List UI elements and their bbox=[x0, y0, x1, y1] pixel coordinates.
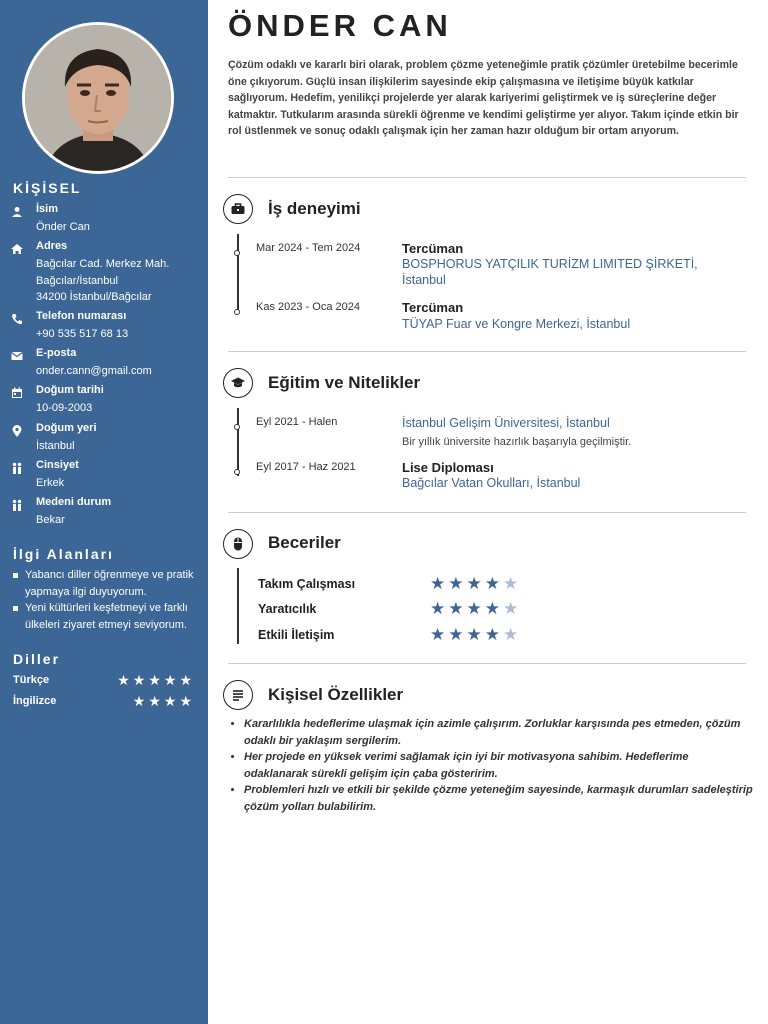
star-icon: ★ bbox=[503, 625, 522, 644]
star-icon: ★ bbox=[484, 625, 503, 644]
personal-label: Adres bbox=[36, 240, 68, 252]
list-item: • Kararlılıkla hedeflerime ulaşmak için azimle çalışırım. Zorluklar karşısında pes etmeden, çözüm odaklı bir yaklaşım sergilerim. bbox=[244, 716, 754, 749]
candidate-name: ÖNDER CAN bbox=[228, 8, 452, 43]
personal-label: Doğum yeri bbox=[36, 422, 97, 434]
personal-label: Telefon numarası bbox=[36, 310, 127, 322]
graduation-cap-icon bbox=[223, 368, 253, 398]
star-icon: ★ bbox=[466, 574, 485, 593]
language-name: İngilizce bbox=[13, 695, 57, 707]
personal-label: E-posta bbox=[36, 347, 77, 359]
sidebar bbox=[0, 0, 208, 1024]
star-icon: ★ bbox=[179, 672, 195, 688]
traits-title: Kişisel Özellikler bbox=[268, 685, 404, 704]
divider bbox=[228, 663, 746, 664]
star-icon: ★ bbox=[448, 625, 467, 644]
star-icon: ★ bbox=[132, 672, 149, 688]
date-range: Kas 2023 - Oca 2024 bbox=[256, 301, 360, 313]
home-icon bbox=[10, 242, 24, 256]
traits-list bbox=[228, 716, 754, 815]
personal-value: Erkek bbox=[36, 477, 65, 489]
star-icon: ★ bbox=[430, 625, 449, 644]
mail-icon bbox=[10, 349, 24, 363]
star-icon: ★ bbox=[484, 599, 503, 618]
star-icon: ★ bbox=[430, 574, 449, 593]
personal-value: Bağcılar Cad. Merkez Mah. Bağcılar/İstanbul 34200 İstanbul/Bağcılar bbox=[36, 258, 170, 303]
personal-label: İsim bbox=[36, 203, 59, 215]
bullet bbox=[13, 573, 18, 578]
divider bbox=[228, 351, 746, 352]
star-icon: ★ bbox=[163, 672, 180, 688]
job-organization: TÜYAP Fuar ve Kongre Merkezi, İstanbul bbox=[402, 317, 631, 331]
star-icon: ★ bbox=[117, 672, 133, 688]
skill-stars bbox=[430, 599, 521, 619]
timeline-dot bbox=[234, 469, 240, 475]
language-stars bbox=[117, 672, 195, 689]
person-icon bbox=[10, 205, 24, 219]
personal-value: Önder Can bbox=[36, 221, 90, 233]
timeline-dot bbox=[234, 424, 240, 430]
job-title: Tercüman bbox=[402, 300, 464, 315]
star-icon: ★ bbox=[466, 625, 485, 644]
personal-value: +90 535 517 68 13 bbox=[36, 328, 129, 340]
skill-stars bbox=[430, 574, 521, 594]
timeline-line bbox=[237, 234, 239, 314]
personal-value: onder.cann@gmail.com bbox=[36, 365, 152, 377]
star-icon: ★ bbox=[430, 599, 449, 618]
personal-label: Medeni durum bbox=[36, 496, 112, 508]
profile-summary: Çözüm odaklı ve kararlı biri olarak, problem çözme yeteneğimle pratik çözümler üretebilme becerimle öne çıkıyorum. Güçlü insan ilişkilerim sayesinde ekip çalışmasına ve iletişime büyük katkılar sağlıyorum. Hedefim, yenilikçi projelerde yer alarak kariyerimi geliştirmek ve iş süreçlerine değer katmaktır. Tutkularım arasında sürekli öğrenme ve kendimi geliştirme yer alıyor. Takım içinde etkin bir rol üstlenmek ve sonuç odaklı çalışmak için her zaman hazır olduğum bir ortam arıyorum. bbox=[228, 59, 739, 137]
skill-name: Takım Çalışması bbox=[258, 577, 356, 591]
skill-name: Etkili İletişim bbox=[258, 628, 335, 642]
star-icon: ★ bbox=[448, 574, 467, 593]
interest-text: Yabancı diller öğrenmeye ve pratik yapmaya ilgi duyuyorum. bbox=[25, 569, 194, 598]
calendar-icon bbox=[10, 386, 24, 400]
skills-title: Beceriler bbox=[268, 533, 341, 552]
personal-value: 10-09-2003 bbox=[36, 402, 93, 414]
languages-heading: Diller bbox=[13, 651, 61, 667]
star-icon: ★ bbox=[132, 693, 149, 709]
language-row bbox=[13, 695, 195, 711]
job-organization: BOSPHORUS YATÇILIK TURİZM LIMITED ŞİRKETİ, İstanbul bbox=[402, 257, 698, 287]
experience-title: İş deneyimi bbox=[268, 199, 361, 218]
language-stars bbox=[133, 693, 195, 710]
star-icon: ★ bbox=[466, 599, 485, 618]
school-name: Bağcılar Vatan Okulları, İstanbul bbox=[402, 476, 581, 490]
list-item: • Problemleri hızlı ve etkili bir şekilde çözme yeteneğim sayesinde, karmaşık durumları sadeleştirip çözüm yolları bulabilirim. bbox=[244, 782, 754, 815]
divider bbox=[228, 512, 746, 513]
skill-name: Yaratıcılık bbox=[258, 602, 317, 616]
list-item: • Her projede en yüksek verimi sağlamak için iyi bir motivasyona sahibim. Hedeflerime odaklanarak sürekli gelişim için çaba gösteririm. bbox=[244, 749, 754, 782]
people-icon bbox=[10, 498, 24, 512]
interests-heading: İlgi Alanları bbox=[13, 546, 114, 562]
personal-label: Cinsiyet bbox=[36, 459, 79, 471]
star-icon: ★ bbox=[503, 574, 522, 593]
language-name: Türkçe bbox=[13, 674, 50, 686]
bullet bbox=[13, 606, 18, 611]
star-icon: ★ bbox=[148, 693, 164, 709]
skill-stars bbox=[430, 625, 521, 645]
job-title: Tercüman bbox=[402, 241, 464, 256]
location-pin-icon bbox=[10, 424, 24, 438]
education-description: Bir yıllık üniversite hazırlık başarıyla geçilmiştir. bbox=[402, 436, 632, 448]
mouse-icon bbox=[223, 529, 253, 559]
personal-label: Doğum tarihi bbox=[36, 384, 104, 396]
notes-icon bbox=[223, 680, 253, 710]
star-icon: ★ bbox=[484, 574, 503, 593]
skills-line bbox=[237, 568, 239, 644]
divider bbox=[228, 177, 746, 178]
star-icon: ★ bbox=[179, 693, 195, 709]
date-range: Eyl 2017 - Haz 2021 bbox=[256, 461, 356, 473]
language-row bbox=[13, 674, 195, 690]
personal-value: İstanbul bbox=[36, 440, 75, 452]
timeline-line bbox=[237, 408, 239, 476]
date-range: Mar 2024 - Tem 2024 bbox=[256, 242, 361, 254]
timeline-dot bbox=[234, 250, 240, 256]
profile-photo bbox=[22, 22, 174, 174]
star-icon: ★ bbox=[503, 599, 522, 618]
phone-icon bbox=[10, 312, 24, 326]
interest-text: Yeni kültürleri keşfetmeyi ve farklı ülkeleri ziyaret etmeyi seviyorum. bbox=[25, 602, 188, 631]
degree-title: Lise Diploması bbox=[402, 460, 494, 475]
timeline-dot bbox=[234, 309, 240, 315]
people-icon bbox=[10, 461, 24, 475]
school-name: İstanbul Gelişim Üniversitesi, İstanbul bbox=[402, 416, 610, 430]
personal-value: Bekar bbox=[36, 514, 65, 526]
star-icon: ★ bbox=[163, 693, 180, 709]
star-icon: ★ bbox=[148, 672, 164, 688]
education-title: Eğitim ve Nitelikler bbox=[268, 373, 421, 392]
star-icon: ★ bbox=[448, 599, 467, 618]
date-range: Eyl 2021 - Halen bbox=[256, 416, 338, 428]
personal-heading: KİŞİSEL bbox=[13, 180, 82, 196]
briefcase-icon bbox=[223, 194, 253, 224]
